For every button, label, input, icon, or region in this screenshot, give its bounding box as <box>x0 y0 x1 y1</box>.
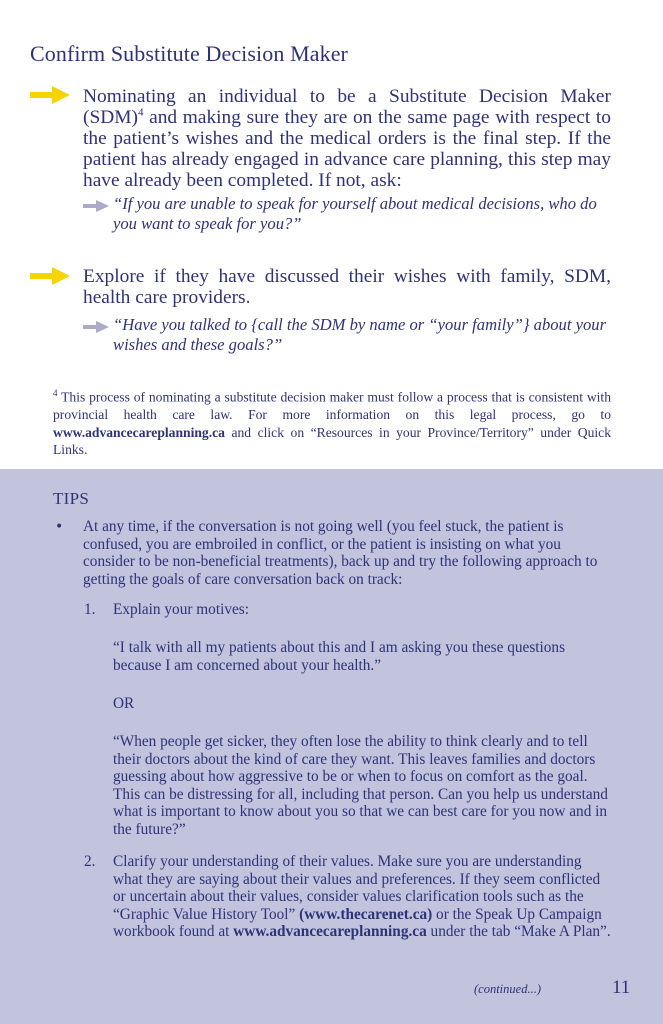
item-nominate-sdm <box>83 86 611 191</box>
carenet-link[interactable]: (www.thecarenet.ca) <box>299 905 433 923</box>
footnote-ref: 4 <box>137 106 144 119</box>
item1-text-a: Nominating an individual to be a Substitute Decision Maker (SDM) <box>83 86 611 128</box>
step2-text-c: under the tab “Make A Plan”. <box>426 923 611 940</box>
step2-text-b: or the Speak Up Campaign workbook found at <box>113 905 602 940</box>
footnote <box>53 385 611 459</box>
step1-quote-b: “When people get sicker, they often lose the ability to think clearly and to tell their doctors about the kind of care they want. This leaves families and doctors guessing about how aggressive to be or when to focus on comfort as the goal. This can be distressing for all, including that person. Can you help us understand what is important to know about you so that we can best care for you now and in the future?” <box>113 733 608 838</box>
tips-box <box>0 469 663 1024</box>
bullet-icon: • <box>55 519 64 535</box>
footnote-mark: 4 <box>53 388 58 398</box>
step1-or: OR <box>113 695 135 712</box>
gray-arrow-icon <box>83 197 109 216</box>
tips-title: TIPS <box>53 489 90 508</box>
quote-talked-to-sdm: “Have you talked to {call the SDM by name or “your family”} about your wishes and these goals?” <box>113 315 607 354</box>
yellow-arrow-icon <box>30 86 70 104</box>
footnote-text-b: and click on “Resources in your Province/Territory” under Quick Links. <box>53 424 611 458</box>
item-explore-wishes: Explore if they have discussed their wishes with family, SDM, health care providers. <box>83 266 611 308</box>
footnote-link[interactable]: www.advancecareplanning.ca <box>53 424 225 440</box>
quote-who-speaks: “If you are unable to speak for yourself about medical decisions, who do you want to speak for you?” <box>113 194 597 233</box>
step-number: 2. <box>84 853 96 870</box>
tips-bullet-text: At any time, if the conversation is not going well (you feel stuck, the patient is confused, you are embroiled in conflict, or the patient is insisting on what you consider to be non-beneficial treatments), back up and try the following approach to getting the goals of care conversation back on track: <box>83 518 598 588</box>
section-heading: Confirm Substitute Decision Maker <box>30 41 348 66</box>
item1-text-b: and making sure they are on the same page with respect to the patient’s wishes and the medical orders is the final step. If the patient has already engaged in advance care planning, this step may have already been completed. If not, ask: <box>83 107 611 191</box>
upper-section <box>0 0 663 469</box>
acp-link[interactable]: www.advancecareplanning.ca <box>233 923 427 940</box>
step-number: 1. <box>84 601 96 618</box>
footnote-text-a: This process of nominating a substitute decision maker must follow a process that is consistent with provincial health care law. For more information on this legal process, go to <box>53 389 611 423</box>
gray-arrow-icon <box>83 318 109 337</box>
step1-label: Explain your motives: <box>113 601 249 618</box>
yellow-arrow-icon <box>30 267 70 285</box>
continued-label: (continued...) <box>474 982 541 996</box>
step2-text <box>113 853 611 941</box>
page-number: 11 <box>612 977 631 998</box>
step1-quote-a: “I talk with all my patients about this and I am asking you these questions because I am concerned about your health.” <box>113 639 566 674</box>
step2-text-a: Clarify your understanding of their values. Make sure you are understanding what they are saying about their values and preferences. If they seem conflicted or uncertain about their values, consider values clarification tools such as the “Graphic Value History Tool” <box>113 853 601 923</box>
